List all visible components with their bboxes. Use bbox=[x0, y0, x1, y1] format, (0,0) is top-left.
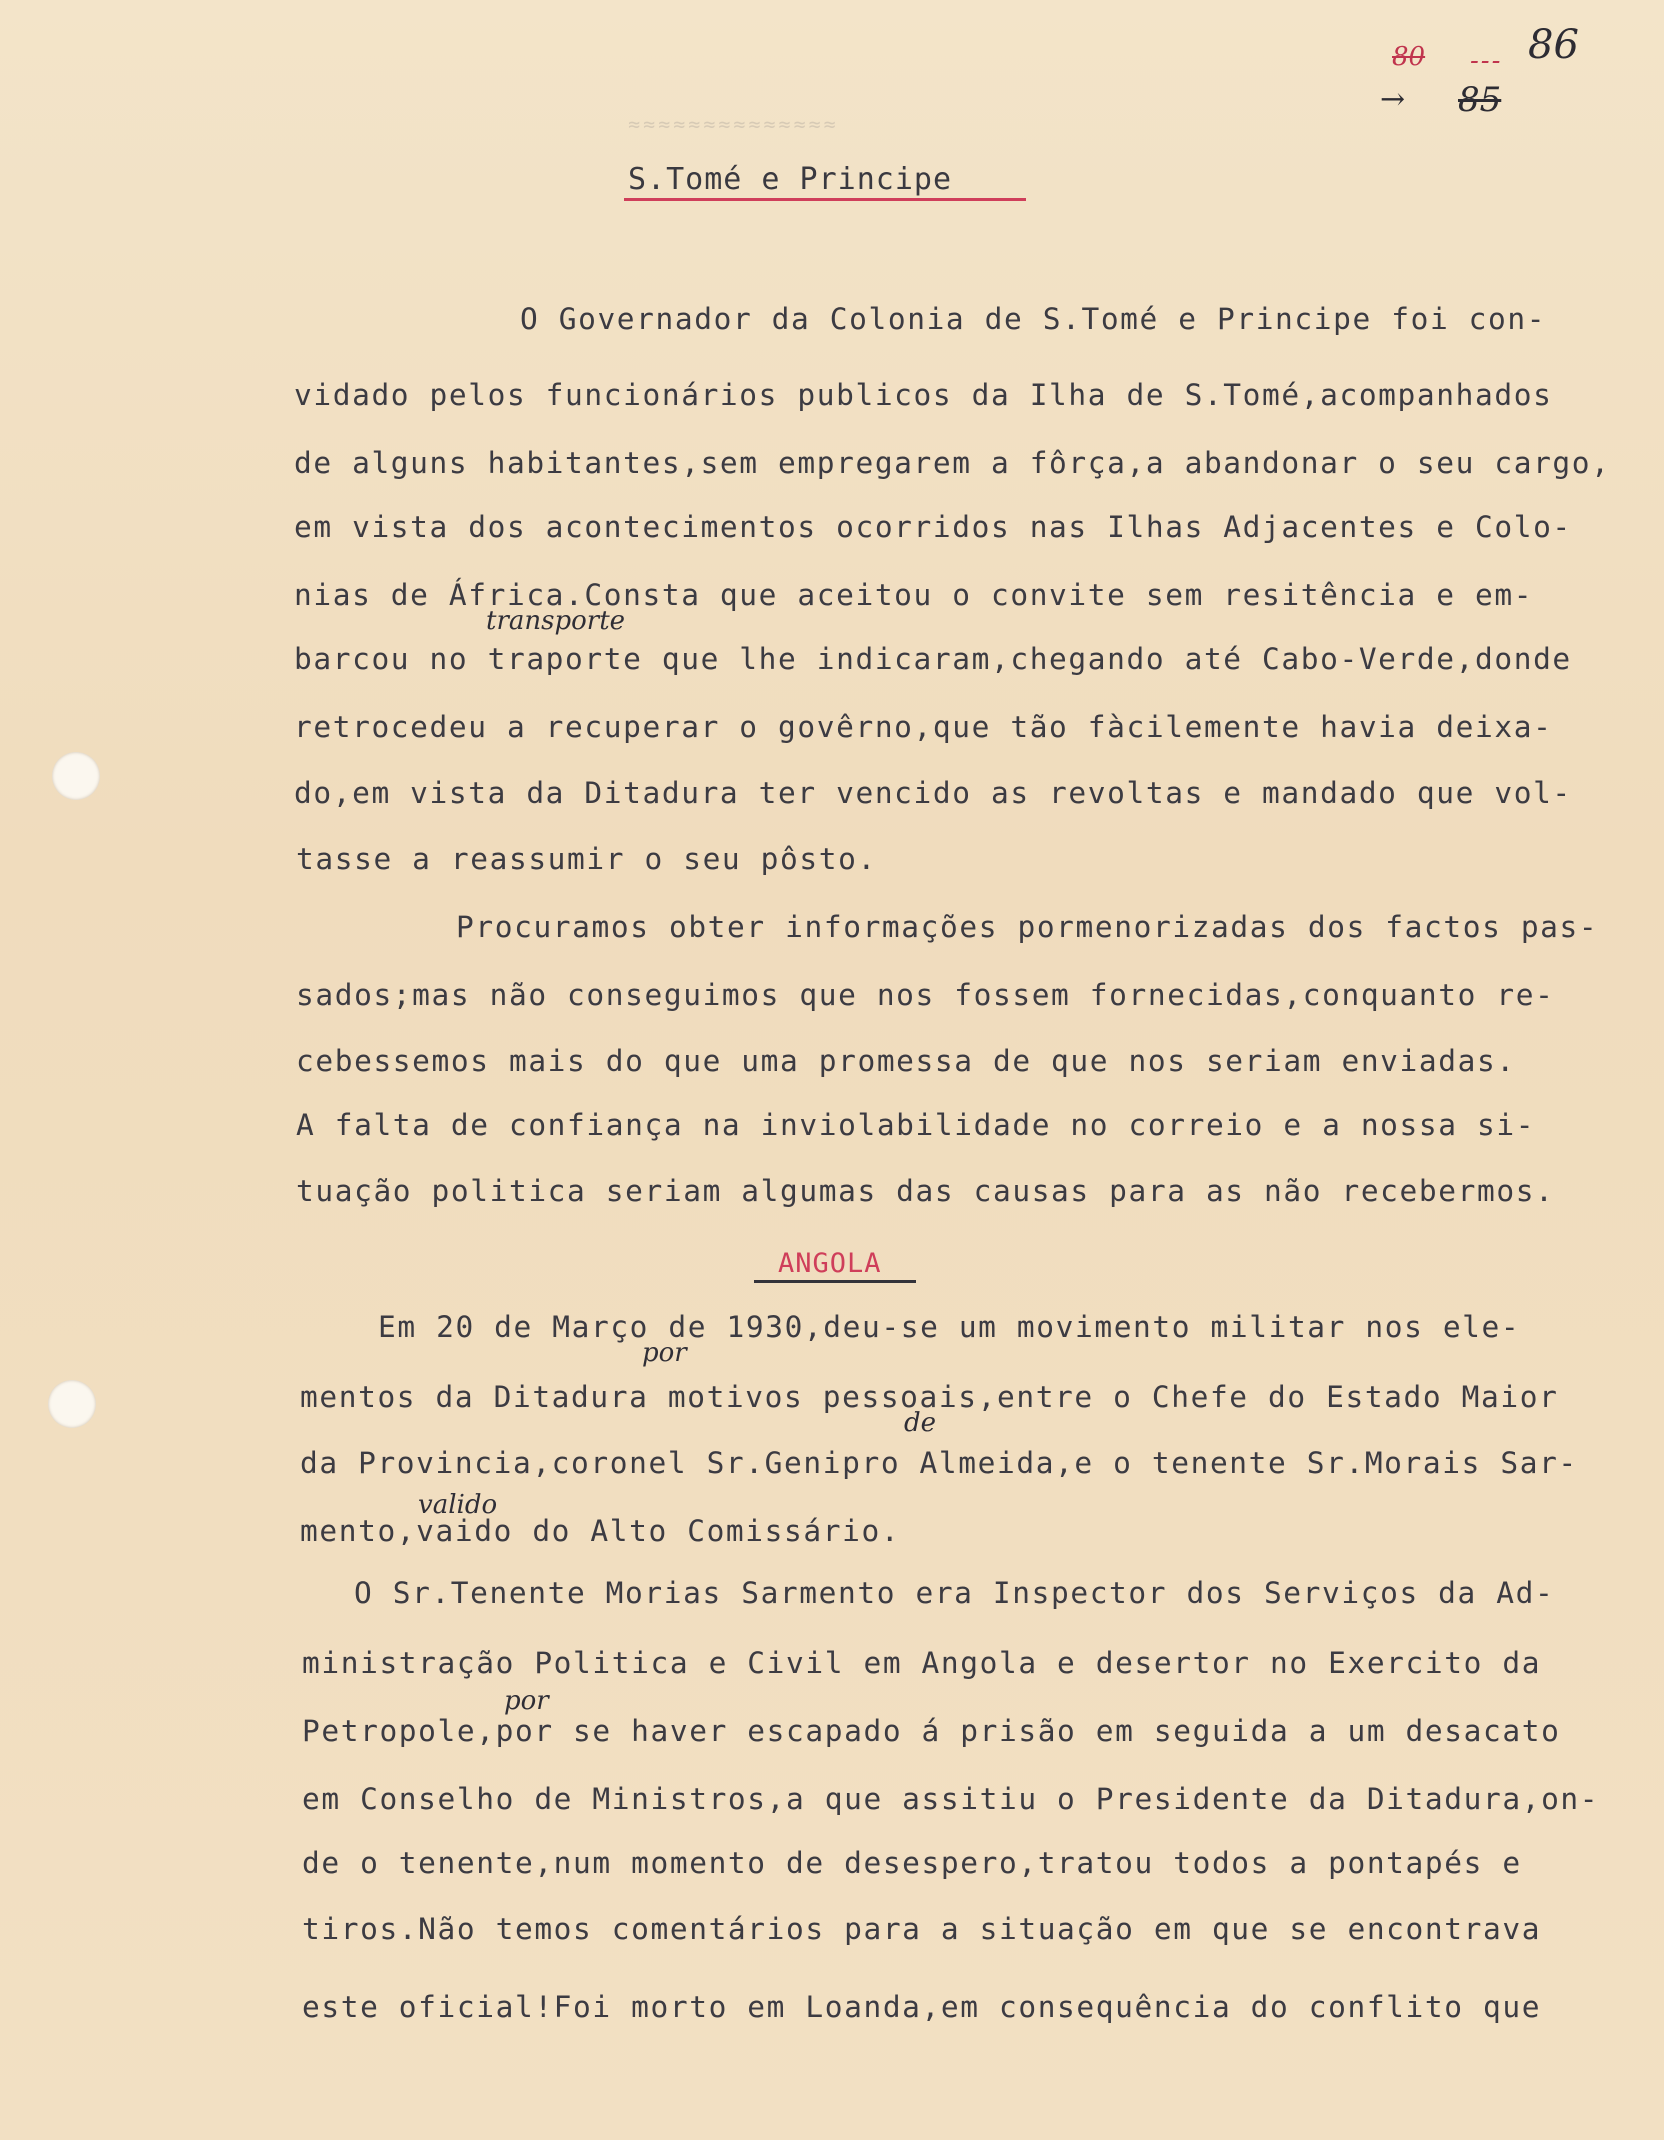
text-line-20: ministração Politica e Civil em Angola e desertor no Exercito da bbox=[302, 1646, 1542, 1680]
text-line-23: de o tenente,num momento de desespero,tratou todos a pontapés e bbox=[302, 1846, 1522, 1880]
handwritten-annotation: por bbox=[642, 1338, 687, 1368]
text-line-22: em Conselho de Ministros,a que assitiu o Presidente da Ditadura,on- bbox=[302, 1782, 1600, 1816]
page-number-old: 80 bbox=[1392, 42, 1426, 72]
page-number-current: 86 bbox=[1528, 22, 1579, 68]
text-line-24: tiros.Não temos comentários para a situação em que se encontrava bbox=[302, 1912, 1542, 1946]
punch-hole bbox=[48, 1380, 96, 1428]
text-line-1: O Governador da Colonia de S.Tomé e Principe foi con- bbox=[520, 302, 1547, 336]
text-line-3: de alguns habitantes,sem empregarem a fôrça,a abandonar o seu cargo, bbox=[294, 446, 1611, 480]
handwritten-annotation: por bbox=[504, 1686, 549, 1716]
handwritten-annotation: de bbox=[904, 1408, 937, 1438]
text-line-8: do,em vista da Ditadura ter vencido as revoltas e mandado que vol- bbox=[294, 776, 1572, 810]
text-line-4: em vista dos acontecimentos ocorridos nas Ilhas Adjacentes e Colo- bbox=[294, 510, 1572, 544]
section-heading: ANGOLA bbox=[778, 1248, 882, 1279]
section-heading-underline bbox=[754, 1280, 916, 1283]
text-line-10: Procuramos obter informações pormenorizadas dos factos pas- bbox=[456, 910, 1599, 944]
text-line-2: vidado pelos funcionários publicos da Ilha de S.Tomé,acompanhados bbox=[294, 378, 1553, 412]
text-line-6: barcou no traporte que lhe indicaram,chegando até Cabo-Verde,donde bbox=[294, 642, 1572, 676]
faint-header-marks: ≈≈≈≈≈≈≈≈≈≈≈≈≈≈ bbox=[628, 112, 839, 136]
text-line-9: tasse a reassumir o seu pôsto. bbox=[296, 842, 877, 876]
handwritten-annotation: valido bbox=[418, 1490, 498, 1520]
text-line-19: O Sr.Tenente Morias Sarmento era Inspector dos Serviços da Ad- bbox=[354, 1576, 1555, 1610]
punch-hole bbox=[52, 752, 100, 800]
handwritten-annotation: transporte bbox=[486, 606, 626, 636]
page-number-second: 85 bbox=[1458, 80, 1502, 120]
text-line-15: Em 20 de Março de 1930,deu-se um movimento militar nos ele- bbox=[378, 1310, 1521, 1344]
text-line-16: mentos da Ditadura motivos pessoais,entre o Chefe do Estado Maior bbox=[300, 1380, 1559, 1414]
text-line-13: A falta de confiança na inviolabilidade no correio e a nossa si- bbox=[296, 1108, 1536, 1142]
text-line-11: sados;mas não conseguimos que nos fossem fornecidas,conquanto re- bbox=[296, 978, 1555, 1012]
text-line-12: cebessemos mais do que uma promessa de que nos seriam enviadas. bbox=[296, 1044, 1516, 1078]
text-line-17: da Provincia,coronel Sr.Genipro Almeida,e o tenente Sr.Morais Sar- bbox=[300, 1446, 1578, 1480]
title-underline bbox=[624, 198, 1026, 201]
page-number-arrow: → bbox=[1380, 82, 1406, 117]
text-line-25: este oficial!Foi morto em Loanda,em consequência do conflito que bbox=[302, 1990, 1542, 2024]
text-line-21: Petropole,por se haver escapado á prisão em seguida a um desacato bbox=[302, 1714, 1561, 1748]
page-title: S.Tomé e Principe bbox=[628, 162, 953, 197]
text-line-7: retrocedeu a recuperar o govêrno,que tão fàcilemente havia deixa- bbox=[294, 710, 1553, 744]
text-line-5: nias de África.Consta que aceitou o convite sem resitência e em- bbox=[294, 578, 1534, 612]
text-line-18: mento,vaido do Alto Comissário. bbox=[300, 1514, 901, 1548]
text-line-14: tuação politica seriam algumas das causas para as não recebermos. bbox=[296, 1174, 1555, 1208]
page-number-dashes: --- bbox=[1470, 46, 1503, 76]
